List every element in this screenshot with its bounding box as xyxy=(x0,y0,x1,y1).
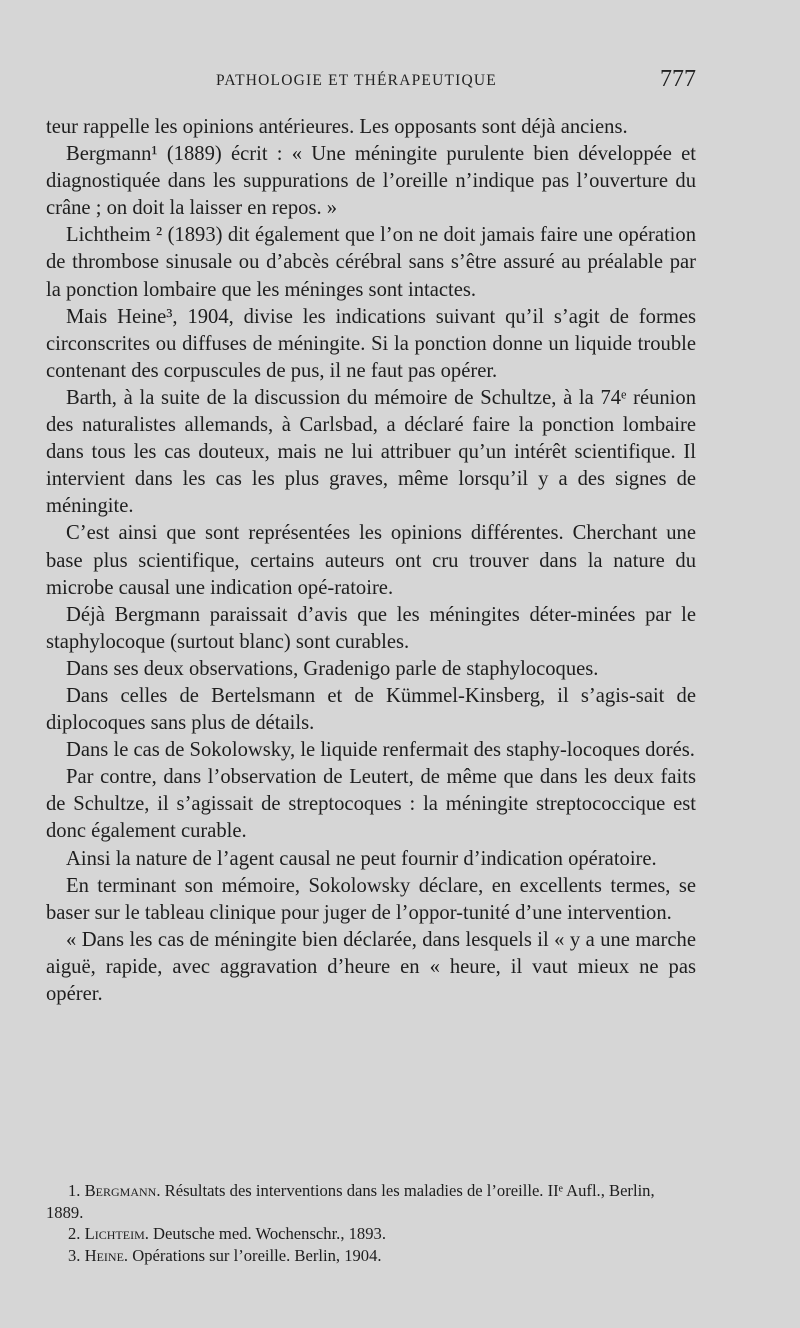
quotation: « Dans les cas de méningite bien déclarée, dans lesquels il « y a une marche aiguë, rapide, avec aggravation d’heure en « heure, il vaut mieux ne pas opérer. xyxy=(46,928,696,1005)
footnote xyxy=(46,1245,696,1267)
footnote xyxy=(46,1180,696,1223)
footnotes xyxy=(46,1180,696,1266)
running-head: PATHOLOGIE ET THÉRAPEUTIQUE xyxy=(216,72,497,89)
paragraph: En terminant son mémoire, Sokolowsky déclare, en excellents termes, se baser sur le tableau clinique pour juger de l’oppor-tunité d’une intervention. xyxy=(46,874,696,924)
footnote-text: . Deutsche med. Wochenschr., 1893. xyxy=(144,1224,386,1243)
paragraph: Ainsi la nature de l’agent causal ne peut fournir d’indication opératoire. xyxy=(66,847,657,870)
paragraph: teur rappelle les opinions antérieures. Les opposants sont déjà anciens. xyxy=(46,116,628,138)
paragraph: C’est ainsi que sont représentées les opinions différentes. Cherchant une base plus scientifique, certains auteurs ont cru trouver dans la nature du microbe causal une indication opé-ratoire. xyxy=(46,522,696,599)
body-text xyxy=(46,114,696,1008)
page-header xyxy=(46,66,696,96)
paragraph: Par contre, dans l’observation de Leutert, de même que dans les deux faits de Schultze, il s’agissait de streptocoques : la méningite streptococcique est donc également curable. xyxy=(46,766,696,843)
footnote-author: Lichteim xyxy=(84,1224,145,1243)
footnote-text: . Résultats des interventions dans les maladies de l’oreille. IIᵉ Aufl., Berlin, 1889. xyxy=(46,1181,655,1222)
footnote-author: Heine xyxy=(84,1245,124,1265)
footnote-marker: 3. xyxy=(68,1245,81,1265)
paragraph: Déjà Bergmann paraissait d’avis que les méningites déter-minées par le staphylocoque (surtout blanc) sont curables. xyxy=(46,603,696,653)
footnote-marker: 2. xyxy=(68,1224,81,1243)
page-number: 777 xyxy=(660,66,696,92)
paragraph: Dans celles de Bertelsmann et de Kümmel-Kinsberg, il s’agis-sait de diplocoques sans plus de détails. xyxy=(46,684,696,735)
paragraph: Barth, à la suite de la discussion du mémoire de Schultze, à la 74ᵉ réunion des naturalistes allemands, à Carlsbad, a déclaré faire la ponction lombaire dans tous les cas douteux, mais ne lui attribuer qu’un intérêt scientifique. Il intervient dans les cas les plus graves, même lorsqu’il y a des signes de méningite. xyxy=(46,386,696,518)
paragraph: Bergmann¹ (1889) écrit : « Une méningite purulente bien développée et diagnostiquée dans les suppurations de l’oreille n’indique pas l’ouverture du crâne ; on doit la laisser en repos. » xyxy=(46,143,696,220)
footnote-text: . Opérations sur l’oreille. Berlin, 1904. xyxy=(123,1245,382,1265)
paragraph: Dans ses deux observations, Gradenigo parle de staphylocoques. xyxy=(66,657,599,680)
paragraph: Mais Heine³, 1904, divise les indications suivant qu’il s’agit de formes circonscrites ou diffuses de méningite. Si la ponction donne un liquide trouble contenant des corpuscules de pus, il ne faut pas opérer. xyxy=(46,305,696,382)
footnote-marker: 1. xyxy=(68,1181,81,1200)
footnote-author: Bergmann xyxy=(84,1181,157,1200)
paragraph: Dans le cas de Sokolowsky, le liquide renfermait des staphy-locoques dorés. xyxy=(66,739,695,762)
paragraph: Lichtheim ² (1893) dit également que l’on ne doit jamais faire une opération de thrombose sinusale ou d’abcès cérébral sans s’être assuré au préalable par la ponction lombaire que les méninges sont intactes. xyxy=(46,224,696,301)
footnote xyxy=(46,1223,696,1245)
